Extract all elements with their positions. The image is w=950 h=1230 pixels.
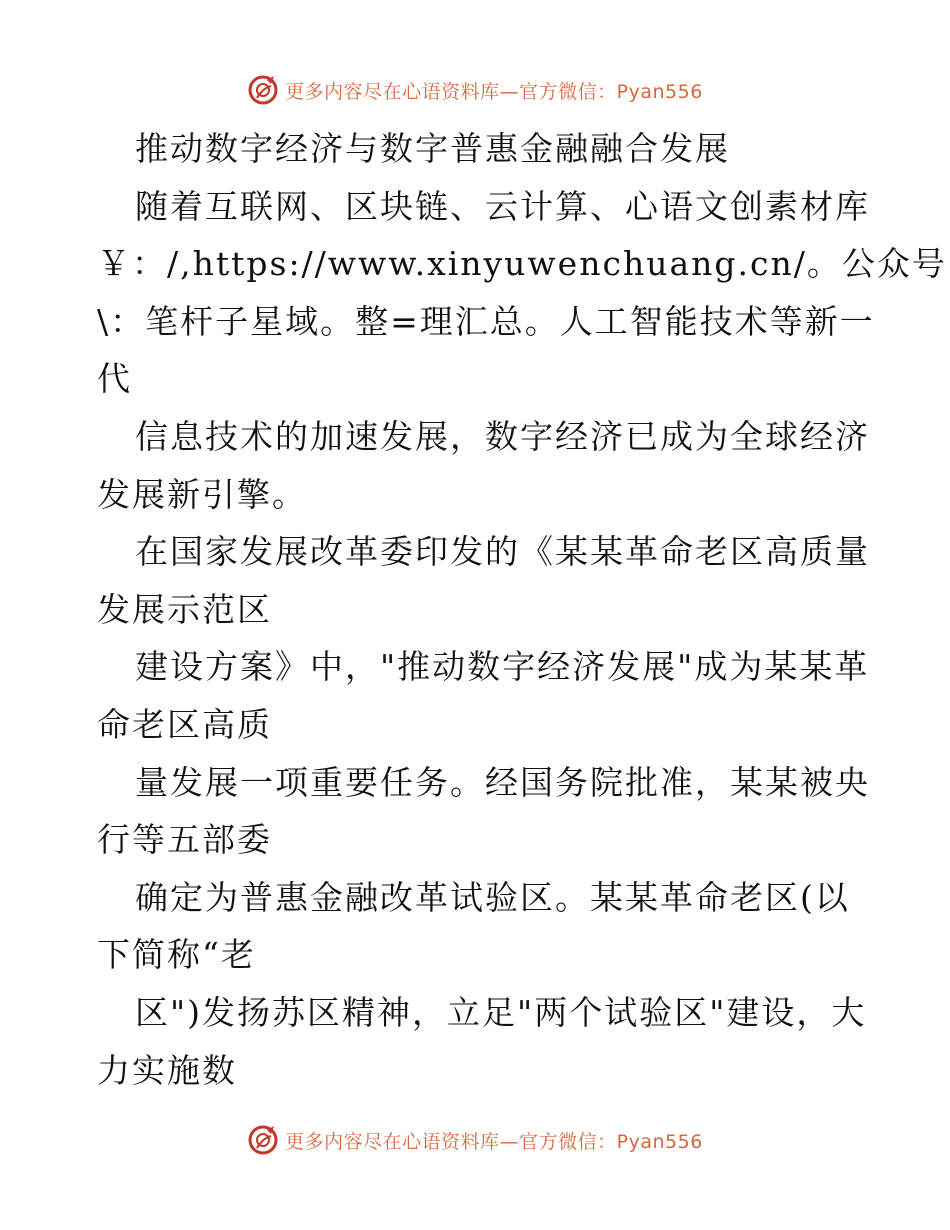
paragraph-line: 代: [97, 359, 132, 399]
document-title: 推动数字经济与数字普惠金融融合发展: [135, 129, 730, 168]
paragraph-line: 确定为普惠金融改革试验区。某某革命老区(以: [135, 877, 850, 917]
xinyu-logo-icon: [247, 1124, 279, 1156]
paragraph-line: 随着互联网、区块链、云计算、心语文创素材库: [135, 186, 870, 226]
paragraph-line: 信息技术的加速发展，数字经济已成为全球经济: [135, 416, 870, 456]
paragraph-line: 建设方案》中，"推动数字经济发展"成为某某革: [135, 647, 870, 687]
paragraph-line: 发展新引擎。: [97, 474, 307, 514]
paragraph-line: ￥：/,https://www.xinyuwenchuang.cn/。公众号: [97, 244, 947, 284]
footer-watermark-text: 更多内容尽在心语资料库—官方微信：Pyan556: [285, 1130, 703, 1153]
paragraph-line: 发展示范区: [97, 589, 272, 629]
header-watermark-text: 更多内容尽在心语资料库—官方微信：Pyan556: [285, 80, 703, 103]
paragraph-line: 力实施数: [97, 1050, 237, 1090]
paragraph-line: \：笔杆子星域。整=理汇总。人工智能技术等新一: [97, 301, 875, 341]
footer-watermark: [0, 1120, 950, 1160]
paragraph-line: 下简称“老: [97, 935, 256, 975]
header-watermark: [0, 70, 950, 110]
paragraph-line: 行等五部委: [97, 820, 272, 860]
paragraph-line: 区")发扬苏区精神，立足"两个试验区"建设，大: [135, 992, 867, 1032]
document-body: [97, 120, 947, 1099]
paragraph-line: 命老区高质: [97, 704, 272, 744]
xinyu-logo-icon: [247, 74, 279, 106]
paragraph-line: 在国家发展改革委印发的《某某革命老区高质量: [135, 532, 870, 572]
paragraph-line: 量发展一项重要任务。经国务院批准，某某被央: [135, 762, 870, 802]
